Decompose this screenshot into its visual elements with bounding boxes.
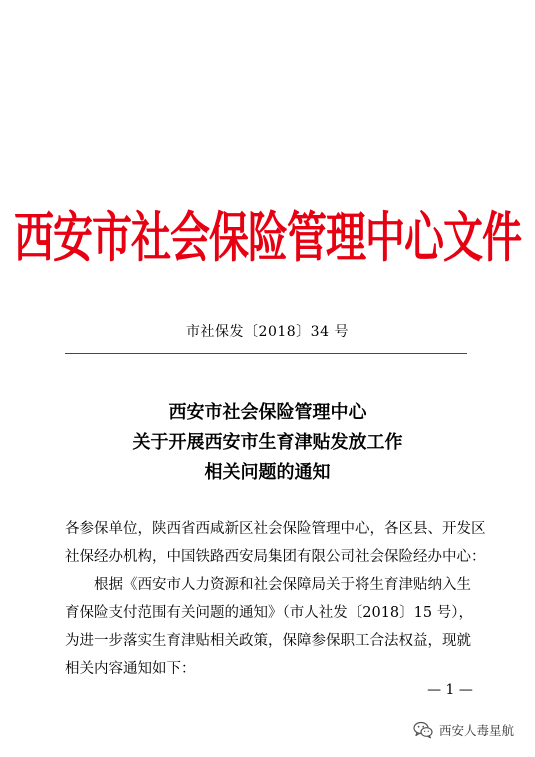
watermark-text: 西安人毒星航 bbox=[439, 723, 515, 738]
wechat-watermark bbox=[413, 718, 514, 742]
issuer-header: 西安市社会保险管理中心文件 bbox=[14, 206, 521, 270]
document-title bbox=[0, 398, 535, 488]
body-line: 根据《西安市人力资源和社会保障局关于将生育津贴纳入生 bbox=[94, 577, 471, 593]
body-line: 育保险支付范围有关问题的通知》（市人社发〔2018〕15 号）， bbox=[65, 605, 473, 621]
body-line: 为进一步落实生育津贴相关政策，保障参保职工合法权益，现就 bbox=[65, 633, 471, 649]
header-divider bbox=[65, 353, 467, 354]
body-line: 相关内容通知如下： bbox=[65, 661, 196, 677]
document-body bbox=[65, 515, 486, 683]
document-number: 市社保发〔2018〕34 号 bbox=[186, 324, 349, 340]
title-line: 西安市社会保险管理中心 bbox=[168, 402, 367, 423]
wechat-icon bbox=[413, 721, 433, 739]
body-line: 社保经办机构，中国铁路西安局集团有限公司社会保险经办中心： bbox=[65, 549, 486, 565]
title-line: 相关问题的通知 bbox=[204, 462, 331, 483]
body-line: 各参保单位，陕西省西咸新区社会保险管理中心，各区县、开发区 bbox=[65, 521, 486, 537]
title-line: 关于开展西安市生育津贴发放工作 bbox=[132, 432, 403, 453]
page-number: — 1 — bbox=[427, 682, 473, 698]
